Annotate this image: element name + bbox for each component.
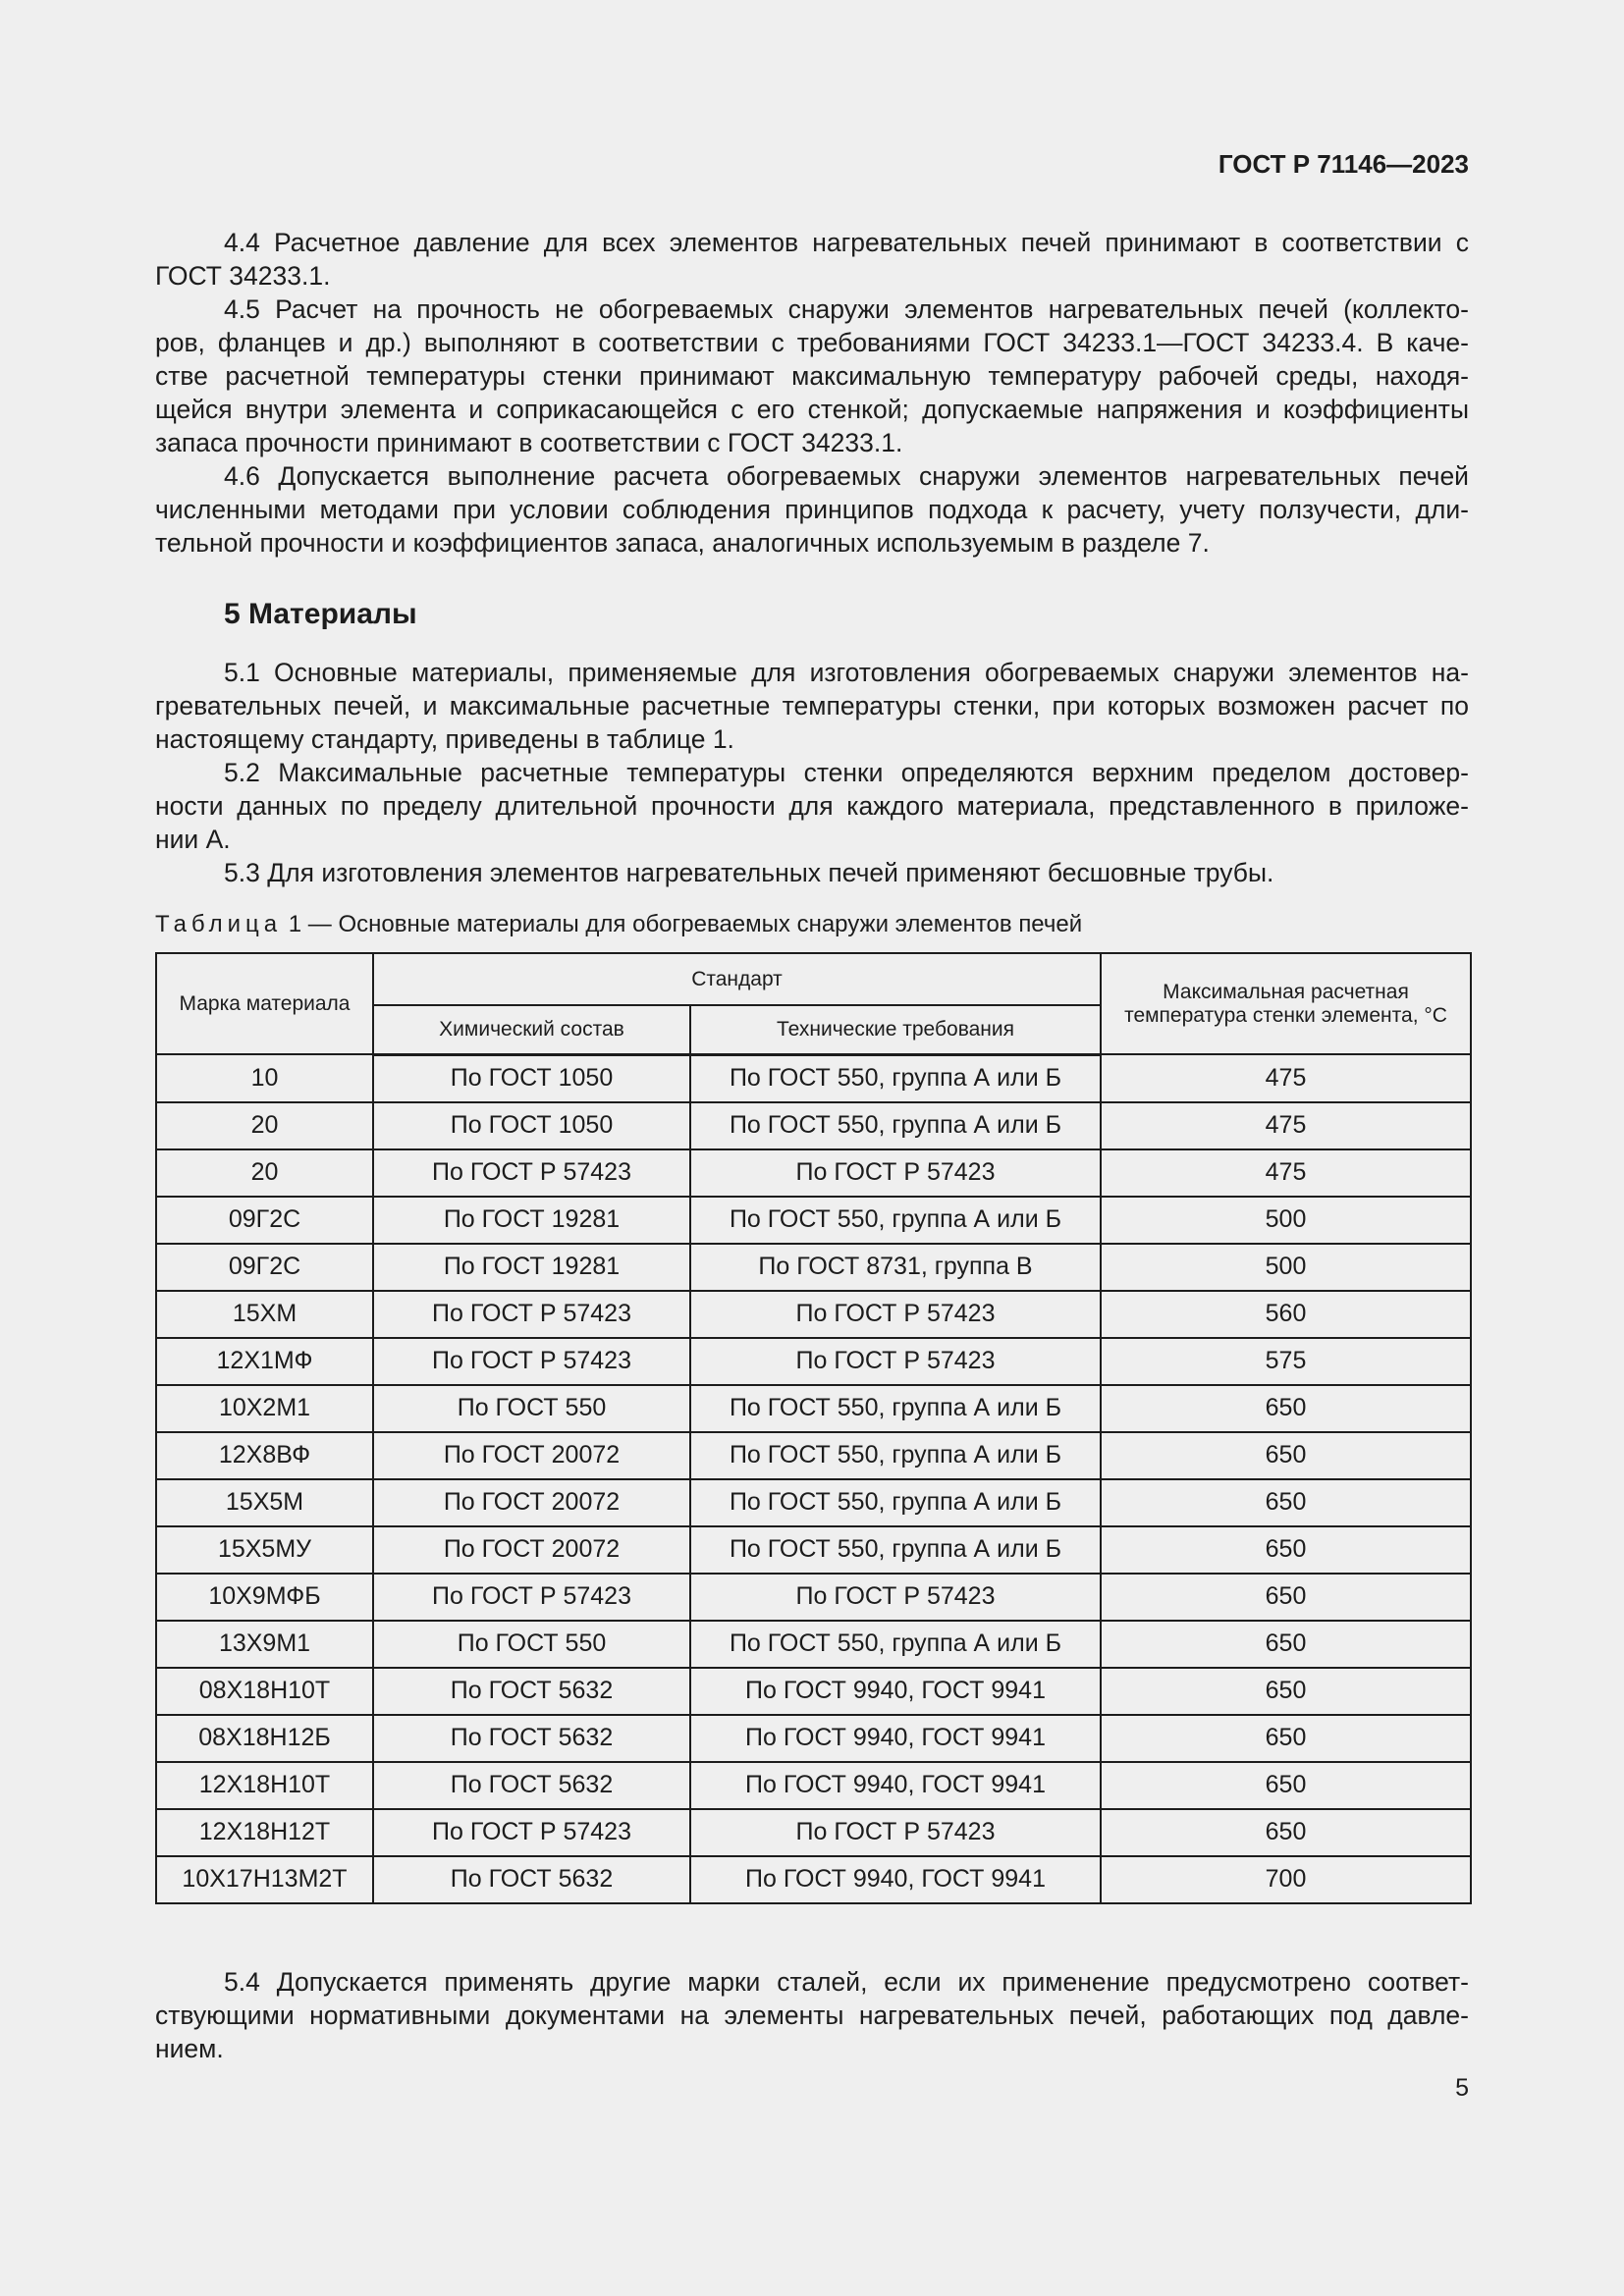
text-line: ности данных по пределу длительной прочности для каждого материала, представленного в приложе- bbox=[155, 791, 1469, 821]
text-line: запаса прочности принимают в соответствии с ГОСТ 34233.1. bbox=[155, 428, 903, 457]
paragraph-4-5 bbox=[155, 293, 1469, 459]
cell-chem-standard: По ГОСТ 1050 bbox=[373, 1102, 690, 1149]
text-line: гревательных печей, и максимальные расчетные температуры стенки, при которых возможен расчет по bbox=[155, 691, 1469, 721]
cell-grade: 08Х18Н12Б bbox=[156, 1715, 373, 1762]
cell-tech-standard: По ГОСТ Р 57423 bbox=[690, 1574, 1101, 1621]
table-row bbox=[156, 1809, 1471, 1856]
cell-grade: 10Х2М1 bbox=[156, 1385, 373, 1432]
cell-grade: 08Х18Н10Т bbox=[156, 1668, 373, 1715]
text-line: настоящему стандарту, приведены в таблице 1. bbox=[155, 724, 734, 754]
cell-grade: 13Х9М1 bbox=[156, 1621, 373, 1668]
text-line: ствующими нормативными документами на элементы нагревательных печей, работающих под давле- bbox=[155, 2001, 1469, 2030]
materials-table-body bbox=[156, 1054, 1471, 1903]
page-number: 5 bbox=[1455, 2074, 1469, 2102]
cell-tech-standard: По ГОСТ 9940, ГОСТ 9941 bbox=[690, 1856, 1101, 1903]
cell-chem-standard: По ГОСТ 20072 bbox=[373, 1479, 690, 1526]
cell-chem-standard: По ГОСТ 20072 bbox=[373, 1526, 690, 1574]
cell-tech-standard: По ГОСТ 550, группа А или Б bbox=[690, 1385, 1101, 1432]
cell-tech-standard: По ГОСТ 550, группа А или Б bbox=[690, 1054, 1101, 1102]
table-caption-text: 1 — Основные материалы для обогреваемых снаружи элементов печей bbox=[288, 911, 1083, 937]
section-5-text bbox=[155, 656, 1469, 889]
cell-tech-standard: По ГОСТ Р 57423 bbox=[690, 1149, 1101, 1197]
paragraph-5-1 bbox=[155, 656, 1469, 756]
cell-max-temp: 650 bbox=[1101, 1715, 1471, 1762]
cell-grade: 12Х1МФ bbox=[156, 1338, 373, 1385]
cell-chem-standard: По ГОСТ 20072 bbox=[373, 1432, 690, 1479]
cell-grade: 15Х5МУ bbox=[156, 1526, 373, 1574]
text-line: тельной прочности и коэффициентов запаса, аналогичных используемым в разделе 7. bbox=[155, 528, 1210, 558]
cell-chem-standard: По ГОСТ Р 57423 bbox=[373, 1574, 690, 1621]
cell-tech-standard: По ГОСТ Р 57423 bbox=[690, 1338, 1101, 1385]
table-row bbox=[156, 1715, 1471, 1762]
cell-grade: 15Х5М bbox=[156, 1479, 373, 1526]
cell-max-temp: 650 bbox=[1101, 1574, 1471, 1621]
cell-max-temp: 650 bbox=[1101, 1479, 1471, 1526]
cell-max-temp: 475 bbox=[1101, 1149, 1471, 1197]
text-line: 5.2 Максимальные расчетные температуры стенки определяются верхним пределом достовер- bbox=[224, 758, 1469, 787]
cell-tech-standard: По ГОСТ 550, группа А или Б bbox=[690, 1102, 1101, 1149]
cell-grade: 10Х9МФБ bbox=[156, 1574, 373, 1621]
cell-grade: 15ХМ bbox=[156, 1291, 373, 1338]
section-title: 5 Материалы bbox=[224, 598, 417, 630]
cell-max-temp: 650 bbox=[1101, 1526, 1471, 1574]
table-row bbox=[156, 1621, 1471, 1668]
cell-max-temp: 650 bbox=[1101, 1621, 1471, 1668]
cell-chem-standard: По ГОСТ Р 57423 bbox=[373, 1149, 690, 1197]
cell-chem-standard: По ГОСТ Р 57423 bbox=[373, 1338, 690, 1385]
cell-grade: 12Х18Н10Т bbox=[156, 1762, 373, 1809]
cell-tech-standard: По ГОСТ 550, группа А или Б bbox=[690, 1526, 1101, 1574]
cell-chem-standard: По ГОСТ 550 bbox=[373, 1621, 690, 1668]
cell-grade: 10Х17Н13М2Т bbox=[156, 1856, 373, 1903]
cell-max-temp: 475 bbox=[1101, 1102, 1471, 1149]
section-4-text bbox=[155, 226, 1469, 560]
paragraph-5-4 bbox=[155, 1965, 1469, 2065]
table-row bbox=[156, 1762, 1471, 1809]
cell-chem-standard: По ГОСТ 5632 bbox=[373, 1762, 690, 1809]
table-row bbox=[156, 1338, 1471, 1385]
cell-chem-standard: По ГОСТ 5632 bbox=[373, 1715, 690, 1762]
document-id: ГОСТ Р 71146—2023 bbox=[1218, 149, 1469, 179]
text-line: ров, фланцев и др.) выполняют в соответствии с требованиями ГОСТ 34233.1—ГОСТ 34233.4. В каче- bbox=[155, 328, 1469, 357]
cell-max-temp: 500 bbox=[1101, 1197, 1471, 1244]
cell-chem-standard: По ГОСТ Р 57423 bbox=[373, 1291, 690, 1338]
cell-grade: 20 bbox=[156, 1102, 373, 1149]
text-line: численными методами при условии соблюдения принципов подхода к расчету, учету ползучести, дли- bbox=[155, 495, 1469, 524]
text-line: нием. bbox=[155, 2034, 224, 2063]
cell-max-temp: 650 bbox=[1101, 1385, 1471, 1432]
text-line: 5.1 Основные материалы, применяемые для изготовления обогреваемых снаружи элементов на- bbox=[224, 658, 1469, 687]
cell-chem-standard: По ГОСТ 550 bbox=[373, 1385, 690, 1432]
cell-max-temp: 650 bbox=[1101, 1809, 1471, 1856]
table-row bbox=[156, 1244, 1471, 1291]
cell-tech-standard: По ГОСТ 550, группа А или Б bbox=[690, 1479, 1101, 1526]
text-line: нии А. bbox=[155, 825, 231, 854]
cell-grade: 09Г2С bbox=[156, 1244, 373, 1291]
header-grade: Марка материала bbox=[156, 953, 373, 1054]
table-row bbox=[156, 1479, 1471, 1526]
cell-grade: 09Г2С bbox=[156, 1197, 373, 1244]
cell-chem-standard: По ГОСТ 1050 bbox=[373, 1054, 690, 1102]
header-standard: Стандарт bbox=[373, 953, 1101, 1005]
cell-max-temp: 500 bbox=[1101, 1244, 1471, 1291]
table-row bbox=[156, 1856, 1471, 1903]
cell-grade: 12Х8ВФ bbox=[156, 1432, 373, 1479]
table-caption-label: Таблица bbox=[155, 911, 283, 937]
table-row bbox=[156, 1574, 1471, 1621]
materials-table bbox=[155, 952, 1472, 1904]
text-line: щейся внутри элемента и соприкасающейся с его стенкой; допускаемые напряжения и коэффициенты bbox=[155, 395, 1469, 424]
cell-tech-standard: По ГОСТ 550, группа А или Б bbox=[690, 1197, 1101, 1244]
cell-grade: 12Х18Н12Т bbox=[156, 1809, 373, 1856]
cell-tech-standard: По ГОСТ 550, группа А или Б bbox=[690, 1432, 1101, 1479]
table-row bbox=[156, 1432, 1471, 1479]
cell-max-temp: 700 bbox=[1101, 1856, 1471, 1903]
cell-tech-standard: По ГОСТ 550, группа А или Б bbox=[690, 1621, 1101, 1668]
table-row bbox=[156, 1291, 1471, 1338]
cell-tech-standard: По ГОСТ Р 57423 bbox=[690, 1809, 1101, 1856]
table-row bbox=[156, 1054, 1471, 1102]
cell-tech-standard: По ГОСТ 9940, ГОСТ 9941 bbox=[690, 1715, 1101, 1762]
header-chem: Химический состав bbox=[373, 1005, 690, 1054]
cell-max-temp: 475 bbox=[1101, 1054, 1471, 1102]
paragraph-5-3: 5.3 Для изготовления элементов нагревательных печей применяют бесшовные трубы. bbox=[224, 858, 1274, 887]
cell-chem-standard: По ГОСТ Р 57423 bbox=[373, 1809, 690, 1856]
cell-max-temp: 650 bbox=[1101, 1432, 1471, 1479]
paragraph-4-6 bbox=[155, 459, 1469, 560]
text-line: стве расчетной температуры стенки принимают максимальную температуру рабочей среды, находя- bbox=[155, 361, 1469, 391]
cell-tech-standard: По ГОСТ 9940, ГОСТ 9941 bbox=[690, 1762, 1101, 1809]
cell-grade: 20 bbox=[156, 1149, 373, 1197]
cell-tech-standard: По ГОСТ Р 57423 bbox=[690, 1291, 1101, 1338]
paragraph-4-4: 4.4 Расчетное давление для всех элементов нагревательных печей принимают в соответствии с ГОСТ 34233.1. bbox=[155, 228, 1469, 291]
table-row bbox=[156, 1102, 1471, 1149]
table-row bbox=[156, 1149, 1471, 1197]
section-5-text-bottom bbox=[155, 1965, 1469, 2065]
cell-max-temp: 575 bbox=[1101, 1338, 1471, 1385]
header-tech: Технические требования bbox=[690, 1005, 1101, 1054]
cell-chem-standard: По ГОСТ 5632 bbox=[373, 1856, 690, 1903]
table-row bbox=[156, 1385, 1471, 1432]
cell-chem-standard: По ГОСТ 5632 bbox=[373, 1668, 690, 1715]
text-line: 4.6 Допускается выполнение расчета обогреваемых снаружи элементов нагревательных печей bbox=[224, 461, 1469, 491]
cell-tech-standard: По ГОСТ 8731, группа В bbox=[690, 1244, 1101, 1291]
table-caption bbox=[155, 909, 1082, 940]
paragraph-5-2 bbox=[155, 756, 1469, 856]
cell-max-temp: 560 bbox=[1101, 1291, 1471, 1338]
text-line: 5.4 Допускается применять другие марки сталей, если их применение предусмотрено соответ- bbox=[224, 1967, 1469, 1997]
cell-max-temp: 650 bbox=[1101, 1762, 1471, 1809]
table-row bbox=[156, 1197, 1471, 1244]
cell-chem-standard: По ГОСТ 19281 bbox=[373, 1197, 690, 1244]
text-line: 4.5 Расчет на прочность не обогреваемых снаружи элементов нагревательных печей (коллекто- bbox=[224, 294, 1469, 324]
table-row bbox=[156, 1526, 1471, 1574]
cell-max-temp: 650 bbox=[1101, 1668, 1471, 1715]
header-max-temp: Максимальная расчетная температура стенки элемента, °С bbox=[1101, 953, 1471, 1054]
cell-tech-standard: По ГОСТ 9940, ГОСТ 9941 bbox=[690, 1668, 1101, 1715]
table-row bbox=[156, 1668, 1471, 1715]
cell-chem-standard: По ГОСТ 19281 bbox=[373, 1244, 690, 1291]
cell-grade: 10 bbox=[156, 1054, 373, 1102]
